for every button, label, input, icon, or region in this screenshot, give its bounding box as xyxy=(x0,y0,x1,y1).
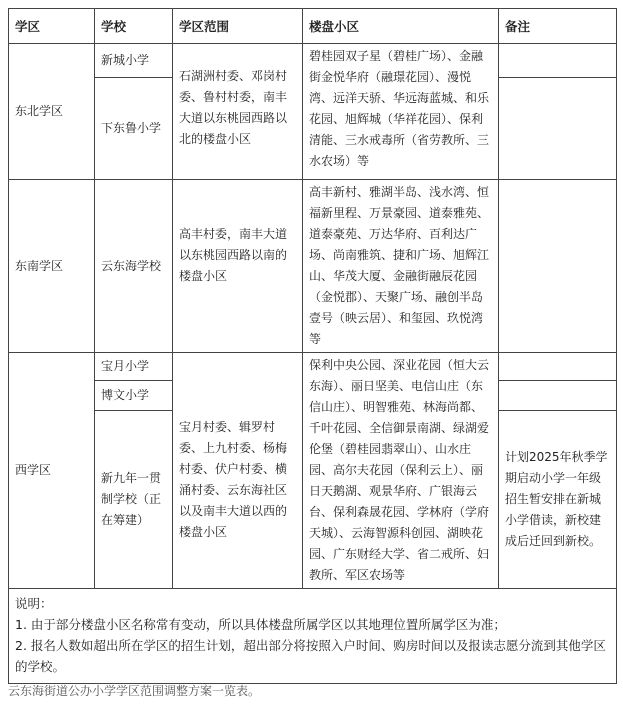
district-name: 西学区 xyxy=(9,353,95,589)
district-name: 东北学区 xyxy=(9,44,95,180)
header-school: 学校 xyxy=(95,9,173,44)
notes-row xyxy=(9,589,617,684)
school-name: 云东海学校 xyxy=(95,180,173,353)
district-name: 东南学区 xyxy=(9,180,95,353)
note-item: 1. 由于部分楼盘小区名称常有变动，所以具体楼盘所属学区以其地理位置所属学区为准； xyxy=(15,617,506,632)
table-row xyxy=(9,180,617,353)
district-range: 石湖洲村委、邓岗村委、鲁村村委，南丰大道以东桃园西路以北的楼盘小区 xyxy=(173,44,303,180)
district-estates: 高丰新村、雅湖半岛、浅水湾、恒福新里程、万景豪园、道泰雅苑、道泰豪苑、万达华府、百利达广场、尚南雅筑、捷和广场、旭辉江山、华茂大厦、金融街融辰花园（金悦郡）、天聚广场、融创半岛壹号（映云居）、和玺园、玖悦湾等 xyxy=(303,180,499,353)
note-item: 2. 报名人数如超出所在学区的招生计划，超出部分将按照入户时间、购房时间以及报读志愿分流到其他学区的学校。 xyxy=(15,638,606,674)
header-range: 学区范围 xyxy=(173,9,303,44)
remark-cell xyxy=(499,44,617,78)
district-range: 宝月村委、辑罗村委、上九村委、杨梅村委、伏户村委、横涌村委、云东海社区以及南丰大道以西的楼盘小区 xyxy=(173,353,303,589)
remark-cell xyxy=(499,78,617,180)
district-range: 高丰村委，南丰大道以东桃园西路以南的楼盘小区 xyxy=(173,180,303,353)
school-name: 新城小学 xyxy=(95,44,173,78)
table-caption: 云东海街道公办小学学区范围调整方案一览表。 xyxy=(8,684,261,698)
remark-cell xyxy=(499,180,617,353)
school-name: 新九年一贯制学校（正在筹建） xyxy=(95,411,173,589)
table-row xyxy=(9,353,617,381)
header-estates: 楼盘小区 xyxy=(303,9,499,44)
notes-title: 说明： xyxy=(15,596,53,611)
notes-cell xyxy=(9,589,617,684)
school-name: 下东鲁小学 xyxy=(95,78,173,180)
district-estates: 碧桂园双子星（碧桂广场）、金融街金悦华府（融璟花园）、漫悦湾、远洋天骄、华远海蓝城、和乐花园、旭辉城（华祥花园）、保利清能、三水戒毒所（省劳教所、三水农场）等 xyxy=(303,44,499,180)
remark-cell xyxy=(499,381,617,411)
header-district: 学区 xyxy=(9,9,95,44)
remark-cell: 计划2025年秋季学期启动小学一年级招生暂安排在新城小学借读，新校建成后迁回到新校。 xyxy=(499,411,617,589)
school-district-table xyxy=(8,8,617,684)
header-row xyxy=(9,9,617,44)
school-name: 宝月小学 xyxy=(95,353,173,381)
district-estates: 保利中央公园、深业花园（恒大云东海）、丽日坚美、电信山庄（东信山庄）、明智雅苑、林海尚都、千叶花园、全信御景南湖、绿湖爱伦堡（碧桂园翡翠山）、山水庄园、高尔夫花园（保利云上）、丽日天鹅湖、观景华府、广银海云台、保利森晟花园、学林府（学府天城）、云海智源科创园、湖映花园、广东财经大学、省二戒所、妇教所、军区农场等 xyxy=(303,353,499,589)
header-remark: 备注 xyxy=(499,9,617,44)
table-row xyxy=(9,44,617,78)
remark-cell xyxy=(499,353,617,381)
school-name: 博文小学 xyxy=(95,381,173,411)
